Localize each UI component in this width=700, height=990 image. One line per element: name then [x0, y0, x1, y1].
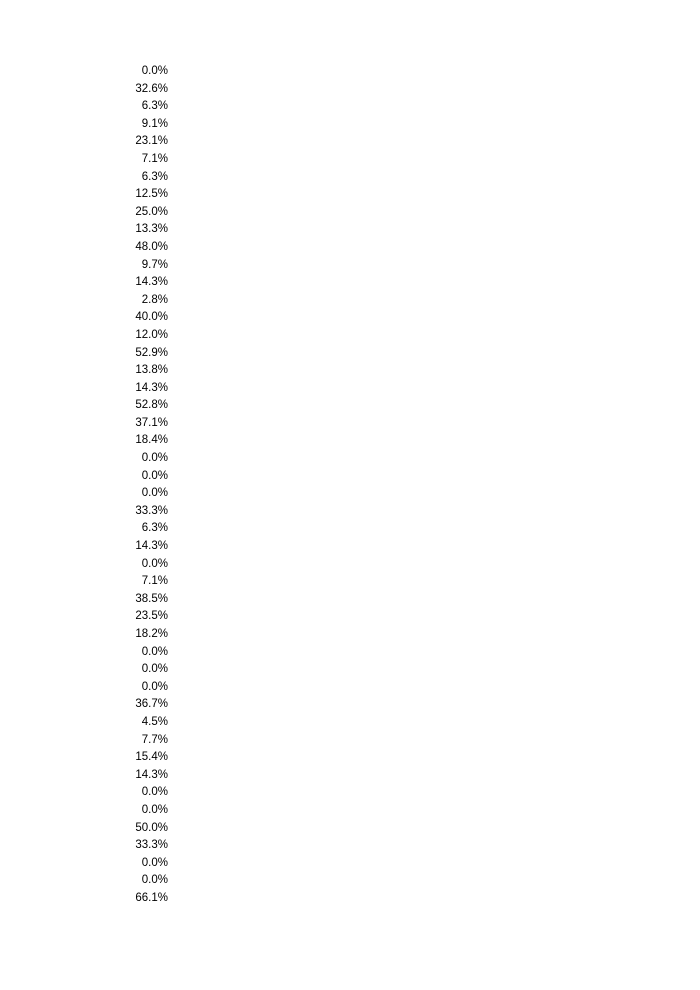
percentage-cell: 6.3% — [141, 100, 168, 113]
percentage-cell: 4.5% — [141, 715, 168, 728]
percentage-cell: 7.1% — [141, 152, 168, 165]
percentage-cell: 7.1% — [141, 575, 168, 588]
percentage-cell: 6.3% — [141, 170, 168, 183]
percentage-cell: 66.1% — [135, 891, 168, 904]
percentage-cell: 0.0% — [141, 786, 168, 799]
percentage-cell: 12.0% — [135, 328, 168, 341]
percentage-cell: 13.3% — [135, 223, 168, 236]
percentage-cell: 18.2% — [135, 628, 168, 640]
percentage-column — [110, 63, 168, 908]
percentage-cell: 12.5% — [135, 188, 168, 201]
percentage-cell: 52.9% — [135, 346, 168, 359]
percentage-cell: 0.0% — [141, 65, 168, 77]
percentage-cell: 14.3% — [135, 381, 168, 394]
percentage-cell: 9.7% — [141, 258, 168, 271]
percentage-cell: 7.7% — [141, 733, 168, 746]
percentage-cell: 18.4% — [135, 434, 168, 447]
percentage-cell: 33.3% — [135, 504, 168, 517]
percentage-cell: 37.1% — [135, 416, 168, 429]
percentage-cell: 52.8% — [135, 399, 168, 412]
percentage-cell: 15.4% — [135, 751, 168, 764]
percentage-cell: 14.3% — [135, 540, 168, 553]
percentage-cell: 50.0% — [135, 821, 168, 834]
percentage-cell: 14.3% — [135, 768, 168, 781]
percentage-cell: 9.1% — [141, 117, 168, 130]
percentage-cell: 38.5% — [135, 592, 168, 605]
percentage-cell: 0.0% — [141, 645, 168, 658]
percentage-cell: 0.0% — [141, 557, 168, 570]
percentage-cell: 13.8% — [135, 364, 168, 377]
percentage-cell: 48.0% — [135, 240, 168, 253]
percentage-cell: 40.0% — [135, 311, 168, 324]
percentage-cell: 0.0% — [141, 663, 168, 676]
percentage-cell: 33.3% — [135, 839, 168, 852]
percentage-cell: 0.0% — [141, 874, 168, 887]
percentage-cell: 32.6% — [135, 82, 168, 95]
percentage-cell: 0.0% — [141, 803, 168, 816]
percentage-cell: 0.0% — [141, 487, 168, 500]
percentage-cell: 0.0% — [141, 452, 168, 465]
percentage-cell: 0.0% — [141, 856, 168, 869]
percentage-cell: 23.1% — [135, 135, 168, 148]
percentage-cell: 0.0% — [141, 680, 168, 693]
percentage-cell: 36.7% — [135, 698, 168, 711]
percentage-cell: 23.5% — [135, 610, 168, 623]
percentage-cell: 14.3% — [135, 276, 168, 289]
percentage-cell: 25.0% — [135, 205, 168, 218]
percentage-cell: 6.3% — [141, 522, 168, 535]
percentage-cell: 2.8% — [141, 293, 168, 306]
percentage-cell: 0.0% — [141, 469, 168, 482]
